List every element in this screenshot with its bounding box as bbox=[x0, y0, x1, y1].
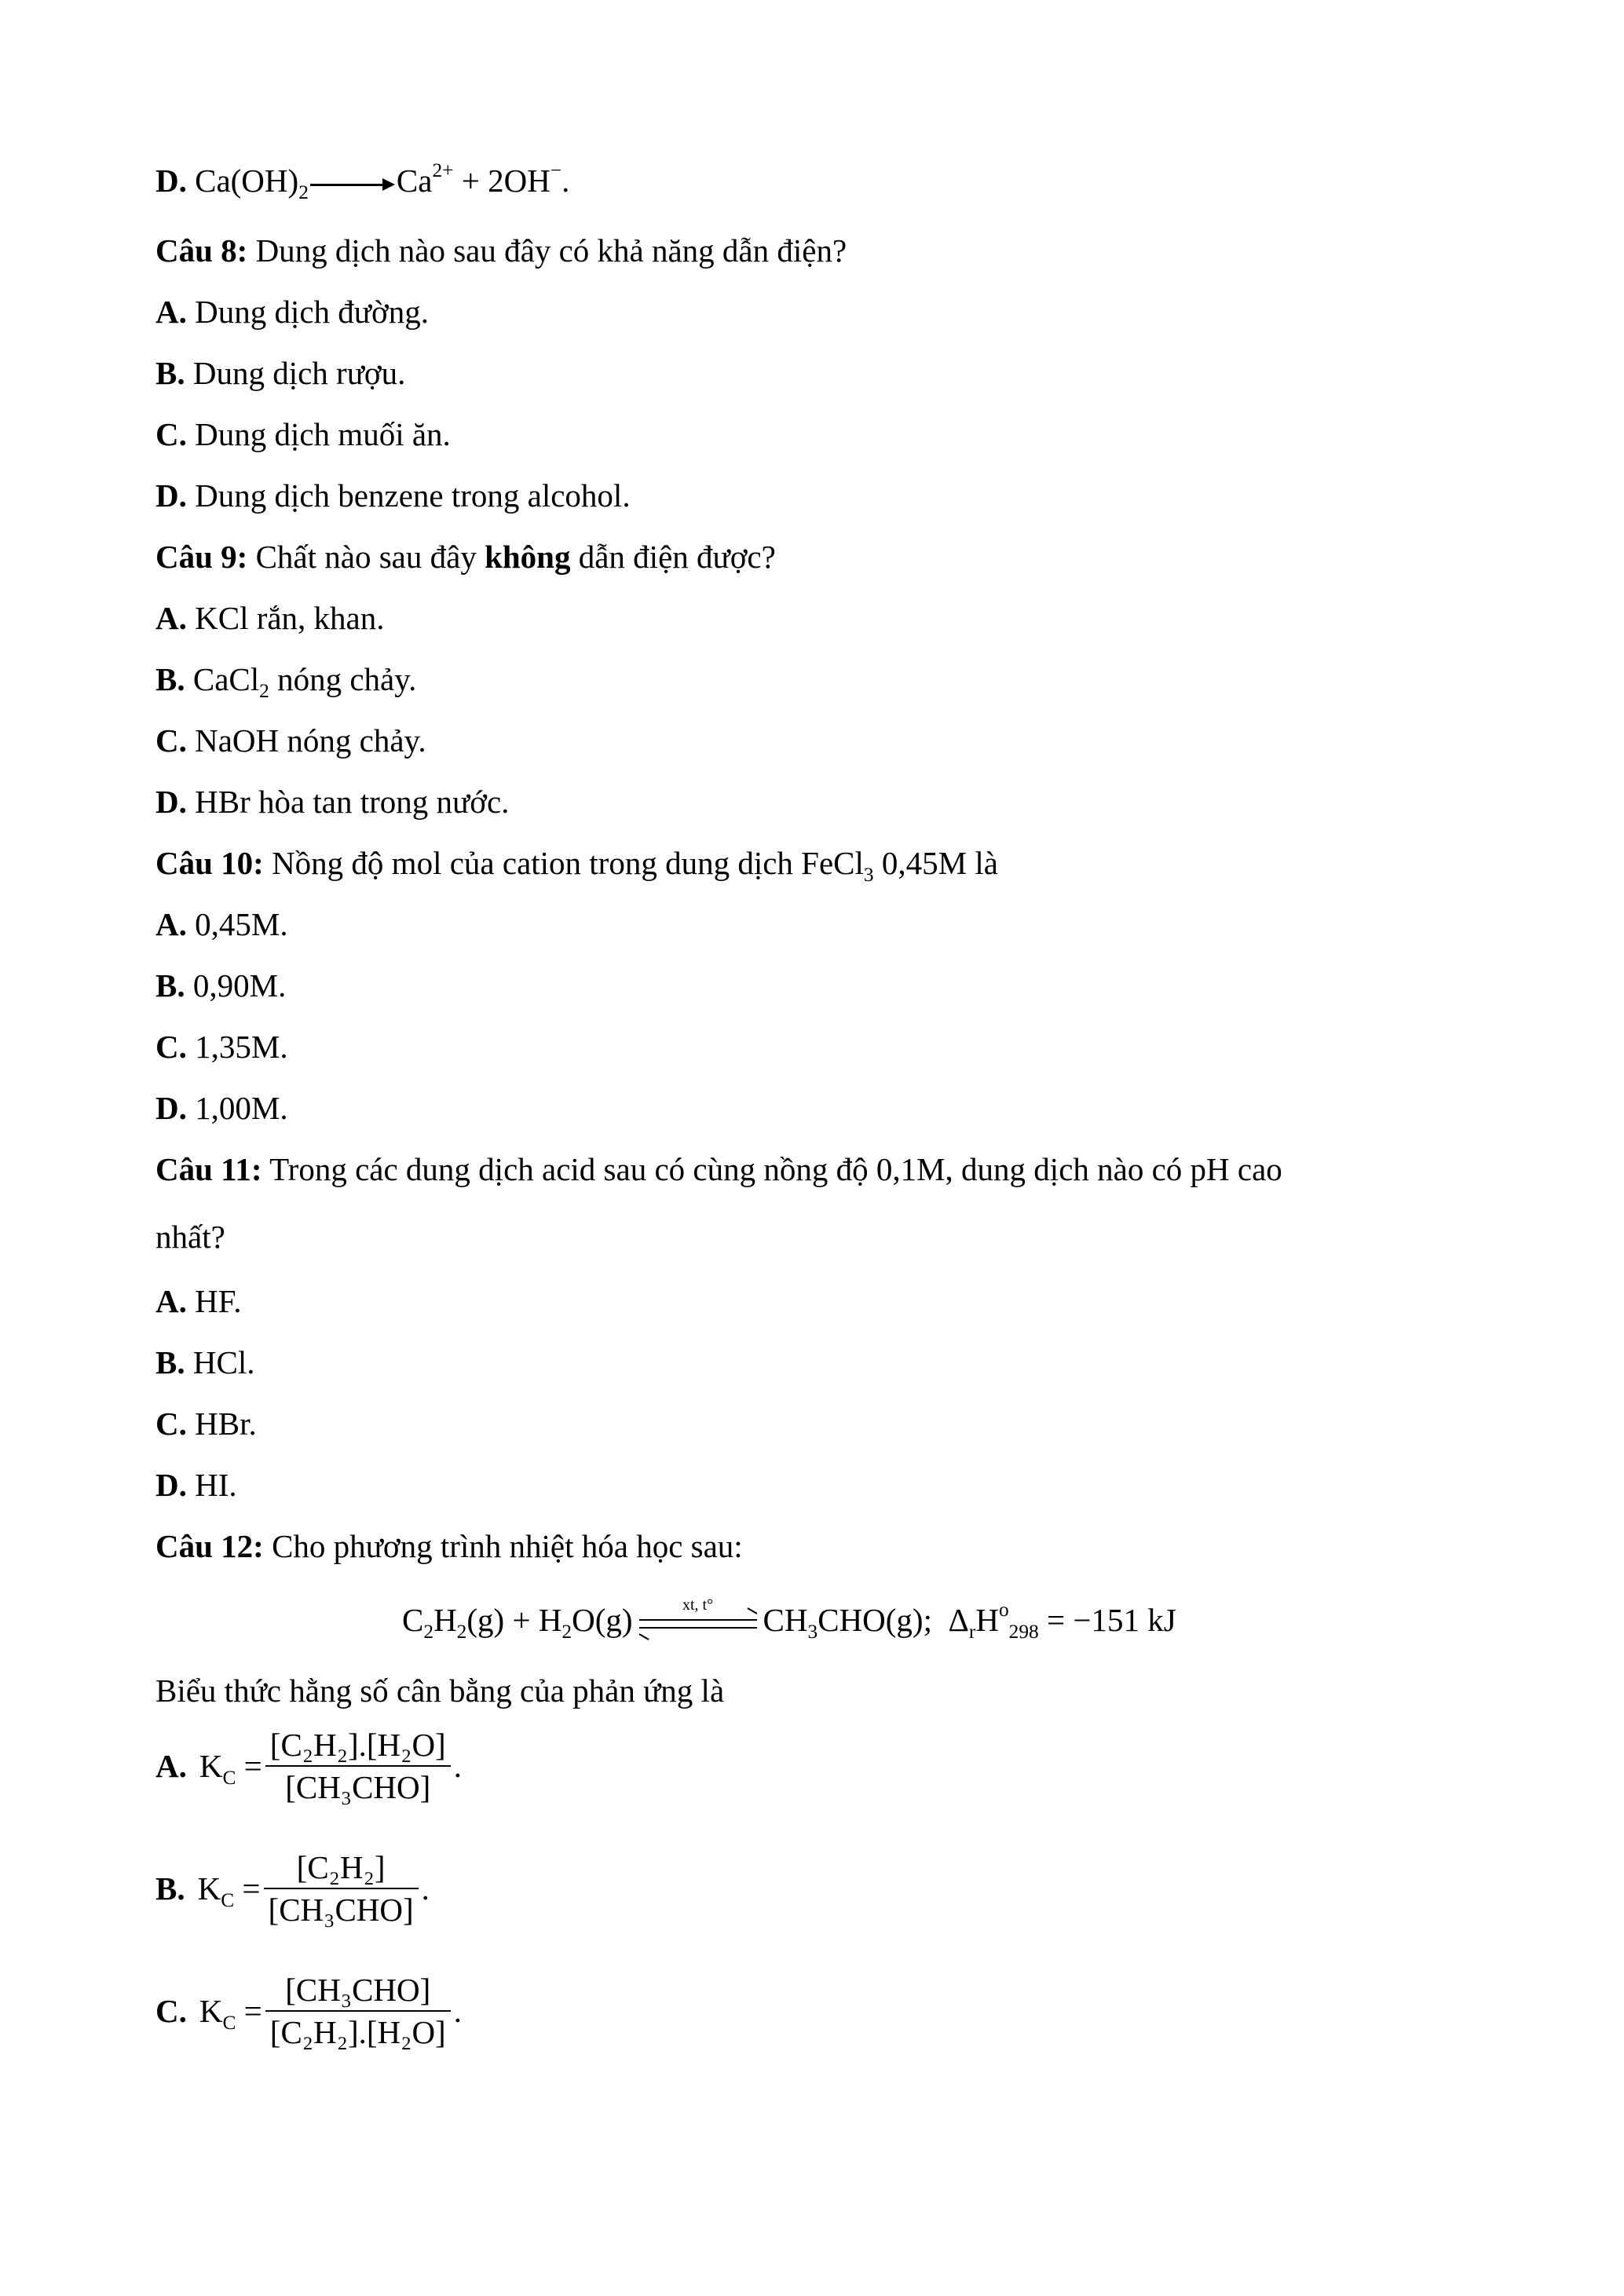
q9-option-b: B. CaCl$_2$ nóng chảy. bbox=[155, 661, 417, 702]
q11-option-a: A. HF. bbox=[155, 1283, 242, 1319]
q9-option-c: C. NaOH nóng chảy. bbox=[155, 722, 426, 759]
question-11: Câu 11: Trong các dung dịch acid sau có cùng nồng độ 0,1M, dung dịch nào có pH cao bbox=[155, 1151, 1282, 1187]
q10-option-c: C. 1,35M. bbox=[155, 1029, 288, 1065]
question-8 bbox=[155, 230, 847, 271]
option-label: D. bbox=[155, 163, 187, 199]
reaction-rhs: $Ca^{2+} + 2OH^-$. bbox=[396, 159, 570, 199]
q12-option-b: B. $K_C$ = $\frac{\text{[C₂H₂]}}{\text{[CH₃CHO]}}$ . bbox=[155, 1847, 430, 1930]
question-12: Câu 12: Cho phương trình nhiệt hóa học sau: bbox=[155, 1528, 743, 1564]
fraction: $\frac{\text{[CH₃CHO]}}{\text{[C₂H₂].[H₂O]}}$ bbox=[265, 1969, 451, 2053]
question-label: Câu 8: bbox=[155, 232, 248, 269]
q11-option-b: B. HCl. bbox=[155, 1344, 255, 1380]
q10-option-b: B. 0,90M. bbox=[155, 967, 287, 1004]
q8-option-d: D. Dung dịch benzene trong alcohol. bbox=[155, 477, 631, 514]
question-12-prompt: Biểu thức hằng số cân bằng của phản ứng là bbox=[155, 1673, 725, 1709]
reaction-arrow bbox=[310, 177, 395, 192]
q9-option-a: A. KCl rắn, khan. bbox=[155, 600, 385, 636]
q10-option-a: A. 0,45M. bbox=[155, 906, 288, 942]
q8-option-a: A. Dung dịch đường. bbox=[155, 294, 429, 330]
q8-option-b: B. Dung dịch rượu. bbox=[155, 355, 406, 391]
q11-option-d: D. HI. bbox=[155, 1467, 237, 1503]
q12-option-c: C. $K_C$ = $\frac{\text{[CH₃CHO]}}{\text{[C₂H₂].[H₂O]}}$ . bbox=[155, 1969, 462, 2053]
equilibrium-arrow: xt, t° bbox=[639, 1608, 757, 1640]
fraction: $\frac{\text{[C₂H₂]}}{\text{[CH₃CHO]}}$ bbox=[264, 1847, 419, 1930]
q9-option-d: D. HBr hòa tan trong nước. bbox=[155, 784, 510, 820]
q10-option-d: D. 1,00M. bbox=[155, 1090, 288, 1126]
q12-option-a: A. $K_C$ = $\frac{\text{[C₂H₂].[H₂O]}}{\text{[CH₃CHO]}}$ . bbox=[155, 1724, 462, 1808]
reaction-lhs: $Ca(OH)_2$ bbox=[195, 163, 309, 203]
question-text: Dung dịch nào sau đây có khả năng dẫn điện? bbox=[247, 232, 847, 269]
question-9: Câu 9: Chất nào sau đây không dẫn điện được? bbox=[155, 539, 776, 575]
question-11-cont: nhất? bbox=[155, 1219, 225, 1255]
q8-option-c: C. Dung dịch muối ăn. bbox=[155, 416, 451, 452]
q11-option-c: C. HBr. bbox=[155, 1406, 257, 1442]
fraction: $\frac{\text{[C₂H₂].[H₂O]}}{\text{[CH₃CHO]}}$ bbox=[265, 1724, 451, 1808]
thermochemical-equation: $C_2H_2(g) + H_2O(g)$ xt, t° $CH_3CHO(g)$; $\Delta_rH^o_{298} = -151$ kJ bbox=[402, 1596, 1176, 1643]
question-10: Câu 10: Nồng độ mol của cation trong dung dịch FeCl$_3$ 0,45M là bbox=[155, 845, 998, 886]
q7-option-d bbox=[155, 160, 569, 201]
